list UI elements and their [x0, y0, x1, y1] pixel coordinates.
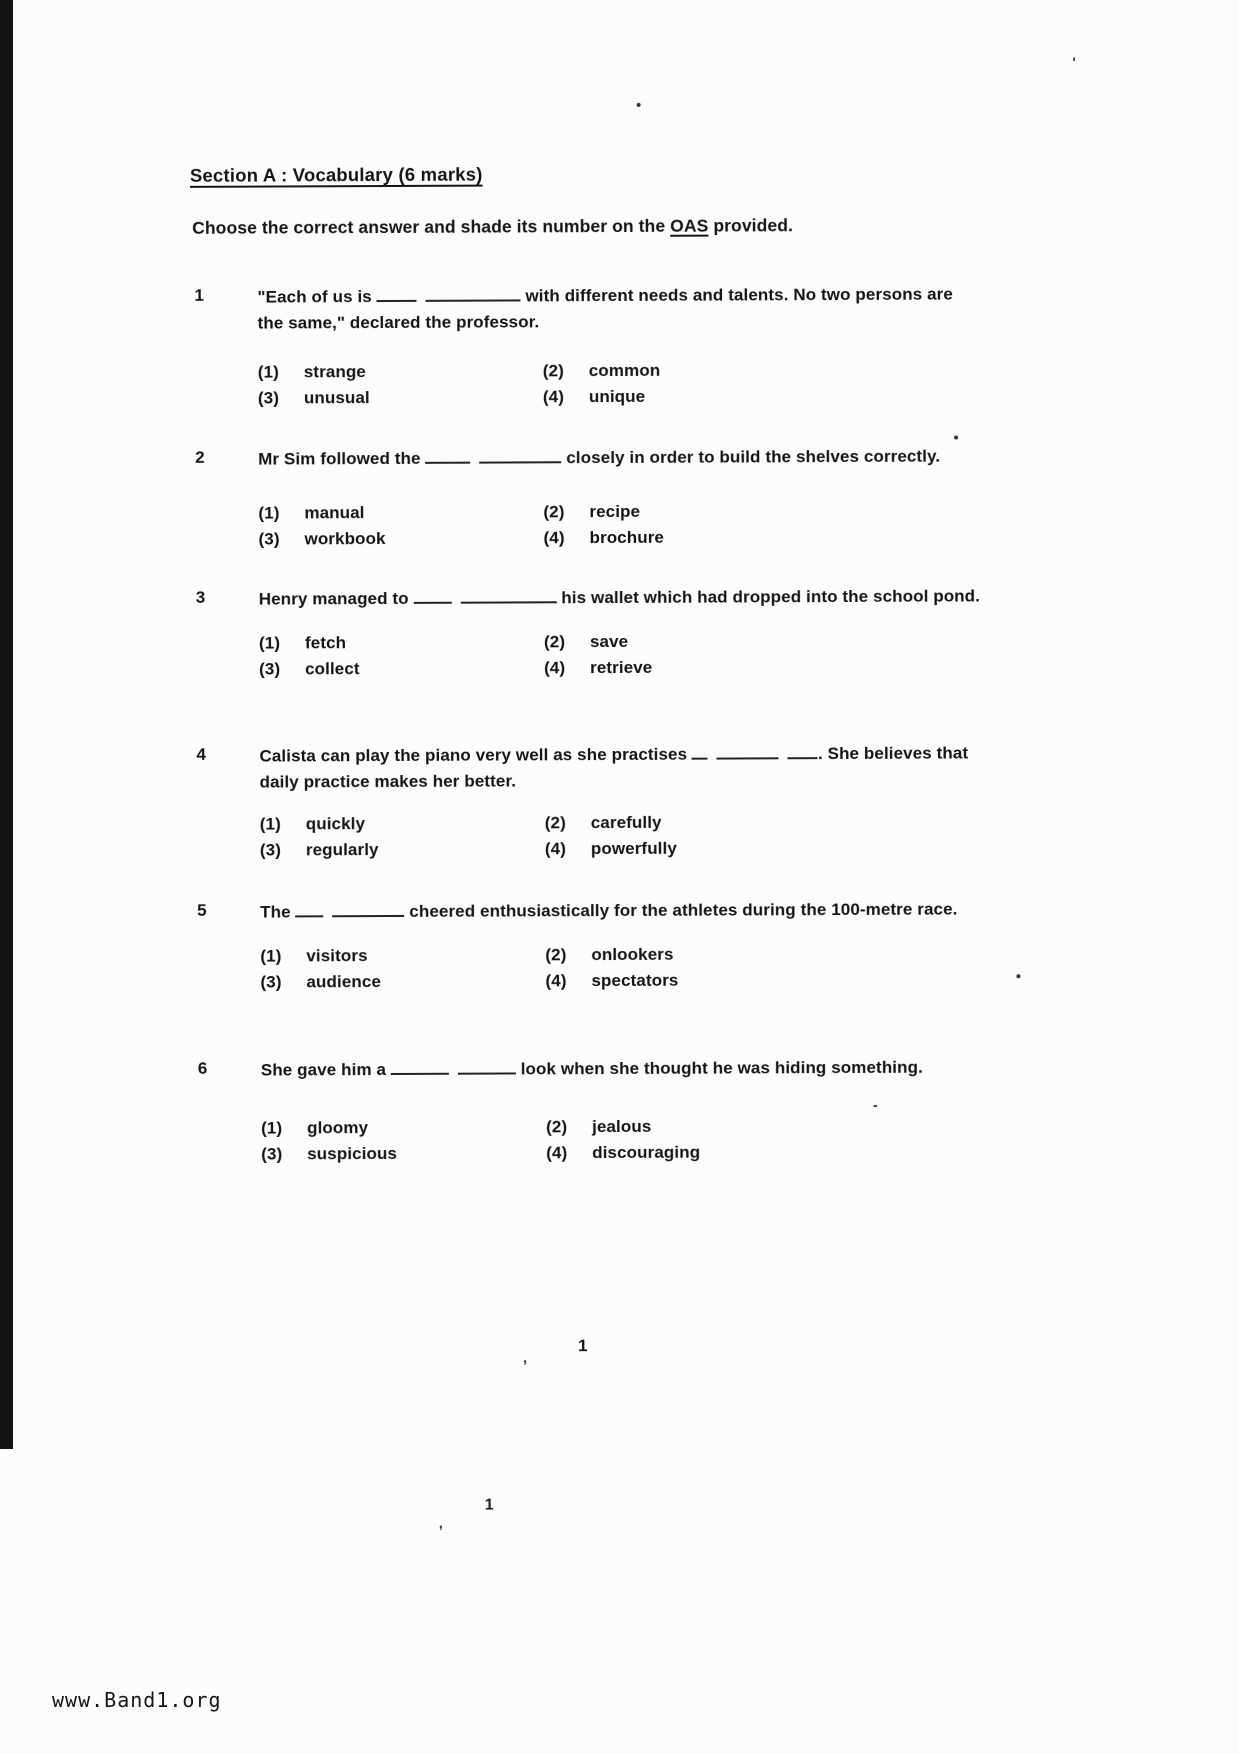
option-text: workbook [304, 529, 386, 549]
question-text-before: "Each of us is [257, 287, 377, 307]
question-number: 3 [195, 587, 206, 607]
option-text: recipe [589, 501, 641, 522]
option-label: (4) [543, 528, 565, 548]
question-text [257, 281, 979, 336]
options [261, 1112, 983, 1166]
question-6 [198, 1054, 983, 1166]
scan-speck: , [438, 1514, 443, 1531]
option-label: (1) [260, 946, 282, 966]
question-text-after: closely in order to build the shelves correctly. [561, 446, 941, 468]
option-text: manual [304, 503, 365, 523]
option-label: (1) [258, 633, 281, 653]
option-label: (3) [258, 529, 280, 549]
option-text: common [588, 360, 661, 381]
option-text: suspicious [307, 1143, 398, 1164]
question-5 [197, 896, 982, 994]
option-text: quickly [305, 814, 366, 834]
option-label: (4) [542, 387, 565, 407]
option-label: (4) [546, 1143, 568, 1163]
option-text: unique [588, 386, 646, 407]
question-text [260, 896, 982, 925]
question-number: 4 [196, 744, 206, 764]
option-text: carefully [590, 812, 662, 833]
option-text: visitors [306, 946, 368, 966]
option-label: (3) [257, 388, 280, 408]
watermark-url: www.Band1.org [52, 1688, 222, 1712]
option-label: (1) [259, 814, 281, 834]
option-label: (4) [545, 971, 567, 991]
answer-blank [413, 585, 556, 612]
question-text-after: cheered enthusiastically for the athletes during the 100-metre race. [404, 899, 958, 921]
question-text [259, 740, 981, 795]
option-text: collect [305, 659, 360, 679]
option-text: save [589, 631, 629, 652]
option-label: (2) [542, 361, 564, 381]
question-1 [194, 281, 980, 410]
answer-blank [295, 899, 404, 925]
option-label: (2) [543, 502, 565, 522]
option-text: brochure [589, 527, 665, 548]
question-4 [196, 740, 982, 862]
scan-speck [954, 436, 958, 440]
option-label: (1) [258, 503, 280, 523]
question-text [258, 443, 980, 472]
question-3 [196, 583, 981, 681]
option-label: (1) [257, 362, 279, 382]
instructions-oas: OAS [670, 215, 709, 236]
question-number: 6 [197, 1058, 208, 1078]
question-text-before: Mr Sim followed the [258, 448, 426, 469]
option-text: powerfully [590, 838, 677, 859]
option-label: (2) [545, 945, 567, 965]
answer-blank [391, 1056, 516, 1083]
section-title: Section A : Vocabulary (6 marks) [189, 163, 483, 186]
answer-blank [692, 741, 818, 768]
question-number: 2 [195, 447, 205, 467]
question-text-before: She gave him a [260, 1059, 391, 1080]
option-text: audience [306, 972, 381, 992]
options [258, 356, 980, 410]
options [260, 940, 982, 994]
question-text [261, 1054, 983, 1083]
option-text: onlookers [591, 944, 674, 965]
question-text-after: his wallet which had dropped into the school pond. [556, 586, 981, 608]
option-label: (2) [544, 813, 566, 833]
scan-speck: - [872, 1096, 878, 1113]
instructions-suffix: provided. [708, 215, 794, 236]
answer-blank [425, 445, 561, 472]
scan-speck: , [523, 1349, 528, 1366]
option-label: (3) [261, 1144, 283, 1164]
option-text: discouraging [592, 1142, 701, 1163]
options [259, 627, 981, 681]
option-label: (3) [259, 840, 281, 860]
option-text: jealous [592, 1116, 652, 1137]
question-text-before: Calista can play the piano very well as she practises [259, 744, 692, 766]
instructions [192, 214, 972, 238]
answer-blank [377, 283, 521, 310]
option-label: (4) [544, 658, 566, 678]
page-number: 1 [578, 1336, 588, 1356]
question-text-after: with different needs and talents. No two persons are the same," declared the professor. [257, 284, 953, 333]
option-label: (2) [546, 1117, 568, 1137]
question-text-after: . She believes that daily practice makes her better. [259, 743, 969, 792]
question-number: 5 [197, 900, 207, 920]
option-label: (1) [261, 1118, 283, 1138]
instructions-prefix: Choose the correct answer and shade its number on the [192, 215, 671, 238]
option-label: (3) [260, 972, 282, 992]
option-text: fetch [304, 633, 347, 653]
scan-speck: 1 [484, 1496, 494, 1514]
question-text-before: The [260, 902, 296, 922]
option-text: spectators [591, 970, 679, 991]
options [260, 808, 982, 862]
scan-speck [1016, 974, 1020, 978]
option-text: regularly [305, 840, 379, 860]
question-text-after: look when she thought he was hiding something. [515, 1057, 923, 1079]
question-text [259, 583, 981, 612]
option-text: retrieve [590, 657, 653, 678]
options [258, 497, 980, 551]
question-number: 1 [194, 285, 204, 305]
option-label: (2) [543, 632, 566, 652]
option-label: (3) [259, 659, 281, 679]
question-2 [195, 443, 980, 551]
option-text: strange [303, 362, 366, 382]
scan-speck [637, 103, 641, 107]
question-text-before: Henry managed to [258, 588, 414, 609]
option-text: gloomy [307, 1118, 369, 1138]
option-label: (4) [544, 839, 566, 859]
option-text: unusual [303, 388, 370, 408]
scan-speck: ' [1072, 54, 1076, 71]
